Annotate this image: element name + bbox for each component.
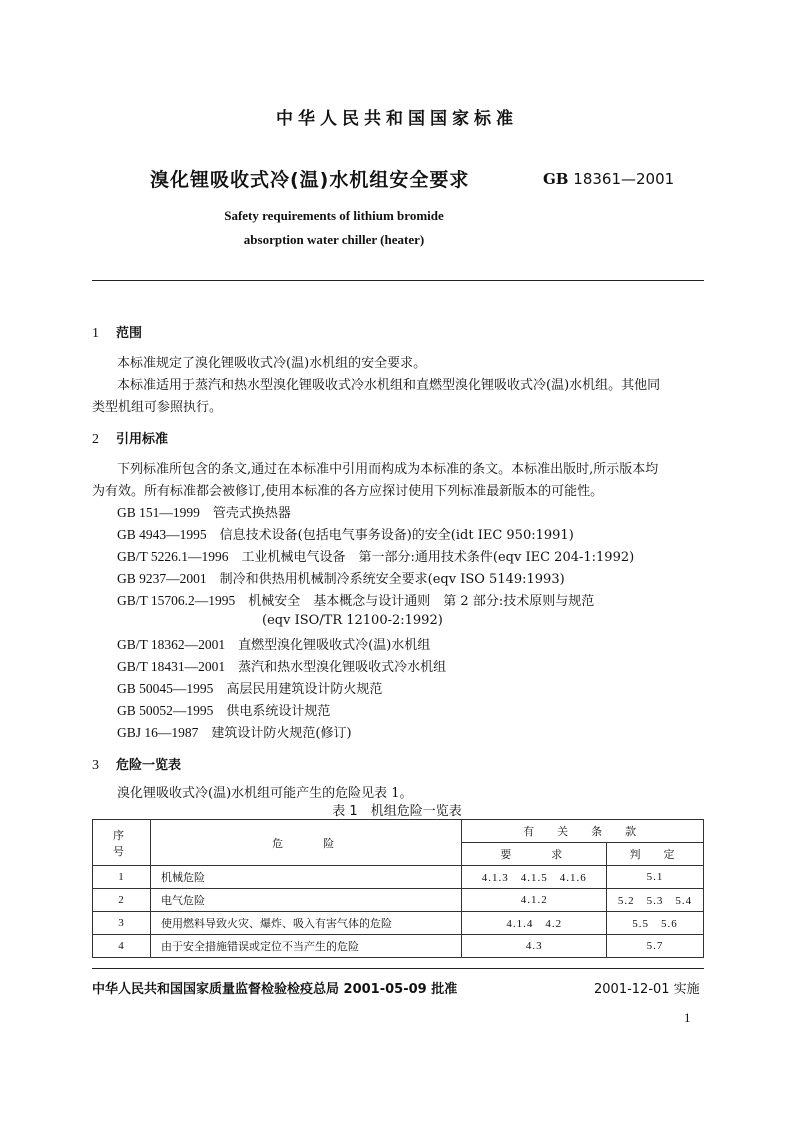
reference-item: GB/T 18362—2001 直燃型溴化锂吸收式冷(温)水机组 <box>117 637 431 653</box>
section-3-number: 3 <box>92 758 99 773</box>
reference-item: GB 9237—2001 制冷和供热用机械制冷系统安全要求(eqv ISO 5149:1993) <box>117 571 565 587</box>
col-header-judgement: 判 定 <box>607 843 704 866</box>
table-caption: 表 1 机组危险一览表 <box>332 804 462 819</box>
standard-code-prefix: GB <box>543 170 569 188</box>
section-1-para2-line1: 本标准适用于蒸汽和热水型溴化锂吸收式冷水机组和直燃型溴化锂吸收式冷(温)水机组。其他同 <box>117 378 661 393</box>
reference-item: GB 50052—1995 供电系统设计规范 <box>117 703 331 719</box>
national-standard-header: 中华人民共和国国家标准 <box>276 109 518 129</box>
reference-item: GB/T 15706.2—1995 机械安全 基本概念与设计通则 第 2 部分:技术原则与规范 <box>117 593 595 609</box>
reference-item: GB 50045—1995 高层民用建筑设计防火规范 <box>117 681 383 697</box>
section-3-intro: 溴化锂吸收式冷(温)水机组可能产生的危险见表 1。 <box>117 786 413 801</box>
table-row: 4 由于安全措施错误或定位不当产生的危险 4.3 5.7 <box>93 935 704 958</box>
table-row: 1 机械危险 4.1.3 4.1.5 4.1.6 5.1 <box>93 866 704 889</box>
table-row: 3 使用燃料导致火灾、爆炸、吸入有害气体的危险 4.1.4 4.2 5.5 5.6 <box>93 912 704 935</box>
title-divider <box>92 280 704 281</box>
footer-divider <box>92 968 704 969</box>
section-1-heading <box>92 322 142 342</box>
section-1-number: 1 <box>92 326 99 341</box>
implementation-date: 2001-12-01 实施 <box>594 982 700 997</box>
english-title-line2: absorption water chiller (heater) <box>243 232 425 247</box>
approval-line: 中华人民共和国国家质量监督检验检疫总局 2001-05-09 批准 <box>92 982 458 997</box>
reference-item: GB/T 5226.1—1996 工业机械电气设备 第一部分:通用技术条件(eqv IEC 204-1:1992) <box>117 549 635 565</box>
section-3-title: 危险一览表 <box>116 758 182 773</box>
document-title: 溴化锂吸收式冷(温)水机组安全要求 <box>150 169 470 191</box>
reference-item-continuation: (eqv ISO/TR 12100-2:1992) <box>262 613 443 628</box>
section-2-heading <box>92 428 168 448</box>
table-row: 2 电气危险 4.1.2 5.2 5.3 5.4 <box>93 889 704 912</box>
reference-item: GB 4943—1995 信息技术设备(包括电气事务设备)的安全(idt IEC 950:1991) <box>117 527 574 543</box>
hazard-table <box>92 819 704 958</box>
english-title-line1: Safety requirements of lithium bromide <box>224 208 444 223</box>
page-number: 1 <box>684 1010 691 1025</box>
col-header-requirements: 要 求 <box>462 843 607 866</box>
col-header-clauses: 有 关 条 款 <box>462 820 704 843</box>
col-header-hazard: 危 险 <box>150 820 461 866</box>
standard-code-number: 18361—2001 <box>573 170 675 188</box>
section-1-title: 范围 <box>116 326 143 341</box>
section-3-heading <box>92 754 181 774</box>
section-1-para2-line2: 类型机组可参照执行。 <box>92 400 223 415</box>
standard-code <box>543 170 674 188</box>
section-1-para1: 本标准规定了溴化锂吸收式冷(温)水机组的安全要求。 <box>117 356 427 371</box>
reference-item: GBJ 16—1987 建筑设计防火规范(修订) <box>117 725 352 741</box>
reference-item: GB 151—1999 管壳式换热器 <box>117 505 291 521</box>
section-2-number: 2 <box>92 432 99 447</box>
section-2-title: 引用标准 <box>116 432 169 447</box>
reference-item: GB/T 18431—2001 蒸汽和热水型溴化锂吸收式冷水机组 <box>117 659 447 675</box>
col-header-seq: 序 号 <box>93 820 151 866</box>
section-2-para-line1: 下列标准所包含的条文,通过在本标准中引用而构成为本标准的条文。本标准出版时,所示版本均 <box>117 462 659 477</box>
section-2-para-line2: 为有效。所有标准都会被修订,使用本标准的各方应探讨使用下列标准最新版本的可能性。 <box>92 484 604 499</box>
